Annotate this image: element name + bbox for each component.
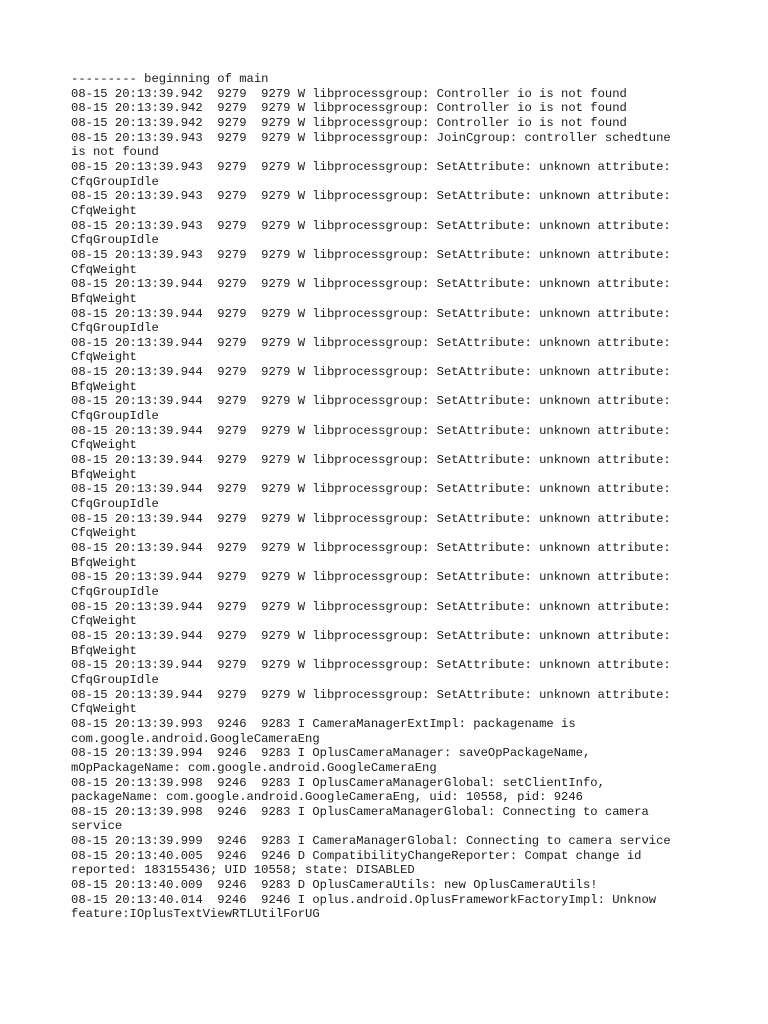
log-line: 08-15 20:13:39.944 9279 9279 W libprocessgroup: SetAttribute: unknown attribute: [71, 453, 671, 468]
log-line: 08-15 20:13:39.944 9279 9279 W libprocessgroup: SetAttribute: unknown attribute: [71, 482, 671, 497]
log-line: 08-15 20:13:40.014 9246 9246 I oplus.android.OplusFrameworkFactoryImpl: Unknow [71, 892, 657, 907]
log-line: mOpPackageName: com.google.android.GoogleCameraEng [71, 760, 437, 775]
log-line: 08-15 20:13:39.944 9279 9279 W libprocessgroup: SetAttribute: unknown attribute: [71, 365, 671, 380]
log-line: 08-15 20:13:39.944 9279 9279 W libprocessgroup: SetAttribute: unknown attribute: [71, 335, 671, 350]
log-line: reported: 183155436; UID 10558; state: DISABLED [71, 863, 415, 878]
log-line: 08-15 20:13:39.944 9279 9279 W libprocessgroup: SetAttribute: unknown attribute: [71, 687, 671, 702]
log-line: 08-15 20:13:39.943 9279 9279 W libprocessgroup: SetAttribute: unknown attribute: [71, 218, 671, 233]
log-line: 08-15 20:13:39.944 9279 9279 W libprocessgroup: SetAttribute: unknown attribute: [71, 394, 671, 409]
log-line: packageName: com.google.android.GoogleCameraEng, uid: 10558, pid: 9246 [71, 790, 583, 805]
log-line: CfqGroupIdle [71, 409, 159, 424]
log-line: CfqWeight [71, 702, 137, 717]
log-line: 08-15 20:13:40.005 9246 9246 D CompatibilityChangeReporter: Compat change id [71, 848, 642, 863]
log-line: is not found [71, 145, 159, 160]
log-line: --------- beginning of main [71, 72, 269, 86]
log-line: BfqWeight [71, 291, 137, 306]
log-line: 08-15 20:13:39.942 9279 9279 W libprocessgroup: Controller io is not found [71, 86, 627, 101]
log-line: 08-15 20:13:39.942 9279 9279 W libprocessgroup: Controller io is not found [71, 115, 627, 130]
log-line: com.google.android.GoogleCameraEng [71, 731, 320, 746]
log-line: 08-15 20:13:39.944 9279 9279 W libprocessgroup: SetAttribute: unknown attribute: [71, 570, 671, 585]
log-line: 08-15 20:13:39.943 9279 9279 W libprocessgroup: JoinCgroup: controller schedtune [71, 130, 671, 145]
log-line: 08-15 20:13:39.944 9279 9279 W libprocessgroup: SetAttribute: unknown attribute: [71, 658, 671, 673]
log-line: BfqWeight [71, 643, 137, 658]
log-line: 08-15 20:13:39.944 9279 9279 W libprocessgroup: SetAttribute: unknown attribute: [71, 599, 671, 614]
log-line: 08-15 20:13:39.944 9279 9279 W libprocessgroup: SetAttribute: unknown attribute: [71, 277, 671, 292]
log-line: CfqGroupIdle [71, 174, 159, 189]
log-line: CfqWeight [71, 526, 137, 541]
log-line: CfqGroupIdle [71, 497, 159, 512]
log-line: service [71, 819, 123, 834]
log-line: 08-15 20:13:39.944 9279 9279 W libprocessgroup: SetAttribute: unknown attribute: [71, 541, 671, 555]
log-line: 08-15 20:13:39.943 9279 9279 W libprocessgroup: SetAttribute: unknown attribute: [71, 189, 671, 204]
log-line: 08-15 20:13:40.009 9246 9283 D OplusCameraUtils: new OplusCameraUtils! [71, 878, 598, 893]
log-line: feature:IOplusTextViewRTLUtilForUG [71, 907, 320, 922]
log-line: 08-15 20:13:39.944 9279 9279 W libprocessgroup: SetAttribute: unknown attribute: [71, 511, 671, 526]
log-line: CfqWeight [71, 438, 137, 453]
log-line: BfqWeight [71, 379, 137, 394]
log-line: CfqGroupIdle [71, 584, 159, 599]
log-line: CfqWeight [71, 203, 137, 218]
log-line: 08-15 20:13:39.993 9246 9283 I CameraManagerExtImpl: packagename is [71, 716, 576, 731]
log-line: CfqWeight [71, 614, 137, 629]
log-line: CfqGroupIdle [71, 321, 159, 336]
log-line: 08-15 20:13:39.944 9279 9279 W libprocessgroup: SetAttribute: unknown attribute: [71, 423, 671, 438]
log-line: 08-15 20:13:39.943 9279 9279 W libprocessgroup: SetAttribute: unknown attribute: [71, 159, 671, 174]
log-line: 08-15 20:13:39.944 9279 9279 W libprocessgroup: SetAttribute: unknown attribute: [71, 306, 671, 321]
log-line: 08-15 20:13:39.999 9246 9283 I CameraManagerGlobal: Connecting to camera service [71, 834, 671, 849]
log-line: BfqWeight [71, 555, 137, 570]
log-text-block [71, 72, 711, 922]
log-line: 08-15 20:13:39.994 9246 9283 I OplusCameraManager: saveOpPackageName, [71, 746, 591, 761]
log-line: CfqWeight [71, 262, 137, 277]
log-line: BfqWeight [71, 467, 137, 482]
log-line: 08-15 20:13:39.942 9279 9279 W libprocessgroup: Controller io is not found [71, 101, 627, 116]
log-line: 08-15 20:13:39.944 9279 9279 W libprocessgroup: SetAttribute: unknown attribute: [71, 628, 671, 643]
log-line: 08-15 20:13:39.943 9279 9279 W libprocessgroup: SetAttribute: unknown attribute: [71, 247, 671, 262]
log-line: CfqGroupIdle [71, 672, 159, 687]
log-line: CfqWeight [71, 350, 137, 365]
log-line: 08-15 20:13:39.998 9246 9283 I OplusCameraManagerGlobal: setClientInfo, [71, 775, 605, 790]
log-line: CfqGroupIdle [71, 233, 159, 248]
log-line: 08-15 20:13:39.998 9246 9283 I OplusCameraManagerGlobal: Connecting to camera [71, 804, 649, 819]
